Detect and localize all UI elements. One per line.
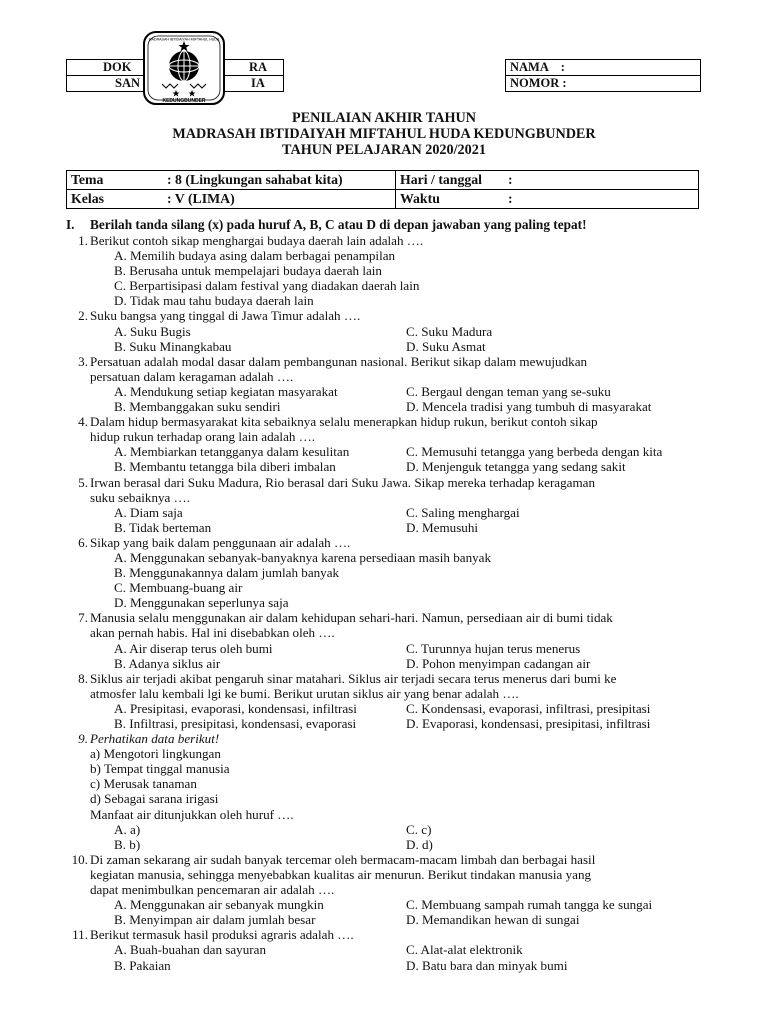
question-number: 2.: [78, 308, 88, 324]
answer-option[interactable]: D. Mencela tradisi yang tumbuh di masyarakat: [406, 399, 652, 415]
answer-option[interactable]: D. Menjenguk tetangga yang sedang sakit: [406, 459, 626, 475]
waktu-label: Waktu: [400, 191, 440, 206]
data-list-item: c) Merusak tanaman: [90, 776, 197, 792]
question-text: Di zaman sekarang air sudah banyak tercemar oleh bermacam-macam limbah dan berbagai hasil: [90, 851, 596, 867]
question-number: 6.: [78, 534, 88, 550]
madrasah-logo-icon: [140, 28, 228, 108]
answer-option-row: [90, 822, 700, 837]
question-text: atmosfer lalu kembali lgi ke bumi. Berikut urutan siklus air yang benar adalah ….: [90, 685, 519, 701]
question-text: Perhatikan data berikut!: [90, 731, 220, 747]
answer-option-row: [90, 897, 700, 912]
question-number: 3.: [78, 353, 88, 369]
answer-option[interactable]: D. Menggunakan seperlunya saja: [114, 595, 289, 611]
answer-option[interactable]: D. Pohon menyimpan cadangan air: [406, 655, 591, 671]
answer-option[interactable]: A. Membiarkan tetangganya dalam kesulitan: [114, 444, 350, 460]
question-text: kegiatan manusia, sehingga menyebabkan kualitas air menurun. Berikut tindakan manusia yang: [90, 866, 592, 882]
answer-option[interactable]: B. Menggunakannya dalam jumlah banyak: [114, 565, 340, 581]
tema-cell: [67, 171, 396, 190]
question-item: [78, 670, 700, 731]
question-text: Persatuan adalah modal dasar dalam pembangunan nasional. Berikut sikap dalam mewujudkan: [90, 353, 588, 369]
question-item: [78, 308, 700, 354]
info-row-1: [67, 171, 699, 190]
answer-option[interactable]: C. Berpartisipasi dalam festival yang diadakan daerah lain: [114, 278, 420, 294]
answer-option-row: [90, 444, 700, 459]
question-number: 9.: [78, 731, 88, 747]
left-box-text-4: IA: [251, 76, 265, 90]
question-item: [71, 851, 700, 928]
question-text: Dalam hidup bermasyarakat kita sebaiknya selalu menerapkan hidup rukun, berikut contoh sikap: [90, 414, 598, 430]
question-list: [0, 233, 768, 973]
question-item: [78, 414, 700, 475]
answer-option-row: [90, 459, 700, 474]
question-text: hidup rukun terhadap orang lain adalah ….: [90, 429, 316, 445]
answer-option-row: [90, 505, 700, 520]
answer-option-row: [90, 716, 700, 731]
waktu-value: :: [508, 191, 513, 206]
data-list-item: d) Sebagai sarana irigasi: [90, 791, 219, 807]
left-box-text-1: DOK: [103, 60, 132, 74]
answer-option[interactable]: A. Mendukung setiap kegiatan masyarakat: [114, 383, 338, 399]
left-box-text-2: RA: [249, 60, 268, 74]
hari-cell: [396, 171, 699, 190]
left-box-text-3: SAN: [115, 76, 141, 90]
kelas-label: Kelas: [71, 191, 104, 206]
question-number: 7.: [78, 610, 88, 626]
answer-option-row: [90, 324, 700, 339]
answer-option[interactable]: B. b): [114, 836, 141, 852]
answer-option[interactable]: B. Adanya siklus air: [114, 655, 221, 671]
question-item: [78, 731, 700, 852]
tema-value: : 8 (Lingkungan sahabat kita): [167, 172, 343, 187]
answer-option[interactable]: A. Menggunakan air sebanyak mungkin: [114, 897, 324, 913]
question-number: 10.: [71, 851, 88, 867]
answer-option-row: [90, 339, 700, 354]
answer-option-row: [90, 958, 700, 973]
question-text: Irwan berasal dari Suku Madura, Rio berasal dari Suku Jawa. Sikap mereka terhadap keragaman: [90, 474, 596, 490]
answer-option[interactable]: C. Alat-alat elektronik: [406, 942, 523, 958]
question-text: dapat menimbulkan pencemaran air adalah ….: [90, 882, 335, 898]
exam-title: PENILAIAN AKHIR TAHUN: [292, 110, 476, 126]
answer-option[interactable]: B. Membanggakan suku sendiri: [114, 399, 281, 415]
logo-top-text: MADRASAH IBTIDAIYAH MIFTAHUL HUDA: [148, 37, 220, 42]
question-number: 5.: [78, 474, 88, 490]
question-number: 8.: [78, 670, 88, 686]
data-list-item: a) Mengotori lingkungan: [90, 746, 221, 762]
logo-bottom-text: KEDUNGBUNDER: [162, 98, 206, 104]
answer-option-row: [90, 912, 700, 927]
question-text: Berikut contoh sikap menghargai budaya daerah lain adalah ….: [90, 233, 424, 248]
answer-option-row: [90, 399, 700, 414]
question-prompt: Manfaat air ditunjukkan oleh huruf ….: [90, 806, 294, 822]
answer-option-row: [90, 837, 700, 852]
question-text: Suku bangsa yang tinggal di Jawa Timur adalah ….: [90, 308, 361, 324]
answer-option[interactable]: B. Membantu tetangga bila diberi imbalan: [114, 459, 336, 475]
answer-option[interactable]: B. Tidak berteman: [114, 519, 212, 535]
answer-option[interactable]: D. Tidak mau tahu budaya daerah lain: [114, 293, 314, 309]
question-number: 11.: [72, 927, 88, 943]
section-number: I.: [66, 217, 75, 232]
answer-option[interactable]: C. Saling menghargai: [406, 504, 520, 520]
school-name: MADRASAH IBTIDAIYAH MIFTAHUL HUDA KEDUNGBUNDER: [172, 126, 596, 142]
question-text: Manusia selalu menggunakan air dalam kehidupan sehari-hari. Namun, persediaan air di bumi tidak: [90, 610, 613, 626]
answer-option[interactable]: B. Pakaian: [114, 957, 171, 973]
waktu-cell: [396, 190, 699, 209]
answer-option[interactable]: C. Membuang sampah rumah tangga ke sungai: [406, 897, 653, 913]
kelas-value: : V (LIMA): [167, 191, 235, 206]
tema-label: Tema: [71, 172, 104, 187]
answer-option[interactable]: A. a): [114, 821, 141, 837]
exam-title-block: [0, 110, 768, 158]
hari-value: :: [508, 172, 513, 187]
question-item: [72, 927, 700, 973]
answer-option[interactable]: C. Membuang-buang air: [114, 580, 243, 596]
answer-option-row: [90, 701, 700, 716]
answer-option[interactable]: A. Suku Bugis: [114, 323, 191, 339]
section-instruction: [66, 217, 587, 233]
question-text: Sikap yang baik dalam penggunaan air adalah ….: [90, 534, 351, 550]
answer-option[interactable]: D. Evaporasi, kondensasi, presipitasi, infiltrasi: [406, 716, 651, 731]
instruction-text: Berilah tanda silang (x) pada huruf A, B, C atau D di depan jawaban yang paling tepat!: [90, 217, 587, 232]
hari-label: Hari / tanggal: [400, 172, 483, 187]
question-text: Berikut termasuk hasil produksi agraris adalah ….: [90, 927, 354, 943]
answer-option[interactable]: A. Memilih budaya asing dalam berbagai penampilan: [114, 248, 396, 264]
answer-option[interactable]: C. Suku Madura: [406, 323, 493, 339]
answer-option[interactable]: D. Memandikan hewan di sungai: [406, 912, 580, 928]
answer-option-row: [90, 942, 700, 957]
answer-option[interactable]: C. Kondensasi, evaporasi, infiltrasi, presipitasi: [406, 700, 651, 716]
question-item: [78, 534, 700, 611]
answer-option[interactable]: D. Batu bara dan minyak bumi: [406, 957, 568, 973]
kelas-cell: [67, 190, 396, 209]
answer-option[interactable]: D. Suku Asmat: [406, 338, 486, 354]
answer-option[interactable]: A. Diam saja: [114, 504, 183, 520]
answer-option[interactable]: A. Air diserap terus oleh bumi: [114, 640, 273, 656]
question-number: 4.: [78, 414, 88, 430]
info-row-2: [67, 190, 699, 209]
answer-option[interactable]: A. Buah-buahan dan sayuran: [114, 942, 266, 958]
academic-year: TAHUN PELAJARAN 2020/2021: [282, 142, 486, 158]
answer-option[interactable]: B. Berusaha untuk mempelajari budaya daerah lain: [114, 263, 382, 279]
question-text: Siklus air terjadi akibat pengaruh sinar matahari. Siklus air terjadi secara terus menerus dari bumi ke: [90, 670, 617, 686]
answer-option-row: [90, 520, 700, 535]
answer-option[interactable]: D. d): [406, 836, 433, 852]
question-text: suku sebaiknya ….: [90, 489, 191, 505]
answer-option[interactable]: C. Bergaul dengan teman yang se-suku: [406, 383, 611, 399]
question-number: 1.: [78, 233, 88, 248]
student-identity-box: [505, 59, 701, 92]
nama-field: NAMA :: [506, 60, 700, 76]
answer-option[interactable]: C. Turunnya hujan terus menerus: [406, 640, 581, 656]
answer-option-row: [90, 384, 700, 399]
data-list-item: b) Tempat tinggal manusia: [90, 761, 230, 777]
question-text: persatuan dalam keragaman adalah ….: [90, 368, 294, 384]
answer-option-row: [90, 656, 700, 671]
question-item: [78, 353, 700, 415]
answer-option[interactable]: B. Menyimpan air dalam jumlah besar: [114, 912, 316, 928]
answer-option[interactable]: A. Menggunakan sebanyak-banyaknya karena persediaan masih banyak: [114, 549, 492, 565]
answer-option[interactable]: B. Suku Minangkabau: [114, 338, 232, 354]
question-text: akan pernah habis. Hal ini disebabkan oleh ….: [90, 625, 335, 641]
answer-option[interactable]: B. Infiltrasi, presipitasi, kondensasi, evaporasi: [114, 716, 357, 731]
question-item: [78, 474, 700, 535]
question-item: [78, 233, 700, 309]
answer-option[interactable]: C. c): [406, 821, 432, 837]
answer-option[interactable]: D. Memusuhi: [406, 519, 479, 535]
answer-option[interactable]: C. Memusuhi tetangga yang berbeda dengan kita: [406, 444, 663, 460]
answer-option[interactable]: A. Presipitasi, evaporasi, kondensasi, infiltrasi: [114, 700, 357, 716]
exam-info-table: [66, 170, 699, 209]
question-item: [78, 610, 700, 671]
nomor-field: NOMOR :: [510, 76, 567, 90]
answer-option-row: [90, 641, 700, 656]
